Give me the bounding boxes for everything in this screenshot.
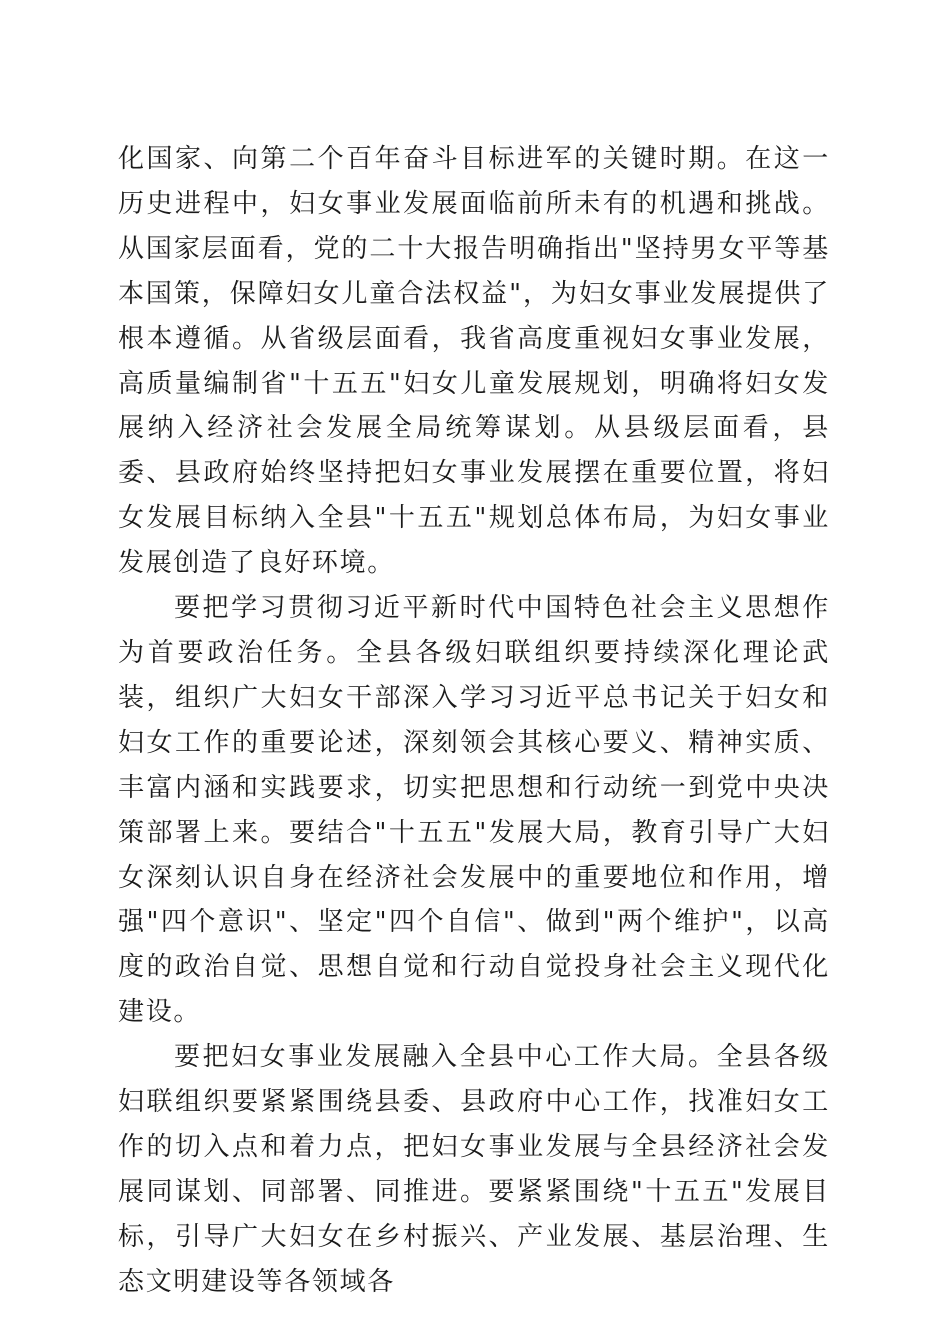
paragraph-political-task: 要把学习贯彻习近平新时代中国特色社会主义思想作为首要政治任务。全县各级妇联组织要持续深化理论武装，组织广大妇女干部深入学习习近平总书记关于妇女和妇女工作的重要论述，深刻领会其核心要义、精神实质、丰富内涵和实践要求，切实把思想和行动统一到党中央决策部署上来。要结合"十五五"发展大局，教育引导广大妇女深刻认识自身在经济社会发展中的重要地位和作用，增强"四个意识"、坚定"四个自信"、做到"两个维护"，以高度的政治自觉、思想自觉和行动自觉投身社会主义现代化建设。 bbox=[118, 593, 830, 1028]
paragraph-continued: 化国家、向第二个百年奋斗目标进军的关键时期。在这一历史进程中，妇女事业发展面临前所未有的机遇和挑战。从国家层面看，党的二十大报告明确指出"坚持男女平等基本国策，保障妇女儿童合法权益"，为妇女事业发展提供了根本遵循。从省级层面看，我省高度重视妇女事业发展，高质量编制省"十五五"妇女儿童发展规划，明确将妇女发展纳入经济社会发展全局统筹谋划。从县级层面看，县委、县政府始终坚持把妇女事业发展摆在重要位置，将妇女发展目标纳入全县"十五五"规划总体布局，为妇女事业发展创造了良好环境。 bbox=[118, 144, 830, 579]
paragraph-central-work: 要把妇女事业发展融入全县中心工作大局。全县各级妇联组织要紧紧围绕县委、县政府中心工作，找准妇女工作的切入点和着力点，把妇女事业发展与全县经济社会发展同谋划、同部署、同推进。要紧紧围绕"十五五"发展目标，引导广大妇女在乡村振兴、产业发展、基层治理、生态文明建设等各领域各 bbox=[118, 1042, 830, 1297]
document-body bbox=[118, 137, 830, 1305]
